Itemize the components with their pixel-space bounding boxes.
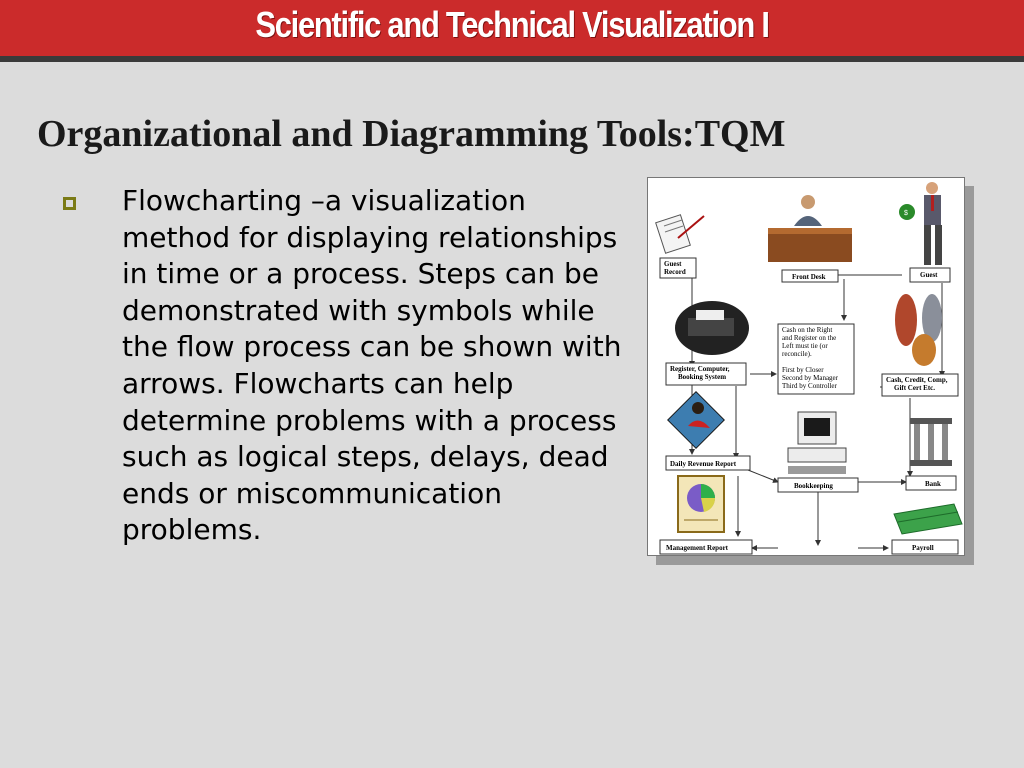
- flowchart-diagram: [648, 178, 966, 557]
- node-register: [666, 363, 746, 385]
- coin-stacks-icon: [895, 294, 942, 366]
- header-banner: [0, 0, 1024, 56]
- banner-title: Scientific and Technical Visualization I: [255, 4, 769, 45]
- node-register-label-1: Register, Computer,: [670, 365, 730, 373]
- node-note-line-8: Third by Controller: [782, 382, 837, 390]
- node-note-line-1: Cash on the Right: [782, 326, 833, 334]
- node-management-report-label: Management Report: [666, 544, 729, 552]
- paper-pen-icon: [656, 215, 704, 253]
- node-bookkeeping-label: Bookkeeping: [794, 482, 833, 490]
- node-bookkeeping: [778, 478, 858, 492]
- money-stack-icon: [894, 504, 962, 534]
- node-guest-record-label-2: Record: [664, 268, 686, 276]
- node-note-line-3: Left must tie (or: [782, 342, 828, 350]
- node-note-line-4: reconcile).: [782, 350, 812, 358]
- node-daily-revenue-label: Daily Revenue Report: [670, 460, 737, 468]
- node-note: [778, 324, 854, 394]
- report-chart-icon: [678, 476, 724, 532]
- node-register-label-2: Booking System: [678, 373, 727, 381]
- node-front-desk: [782, 270, 838, 282]
- node-payroll: [892, 540, 958, 554]
- node-cash-label-1: Cash, Credit, Comp,: [886, 376, 948, 384]
- node-daily-revenue: [666, 456, 750, 470]
- node-guest-label: Guest: [920, 271, 938, 279]
- cash-register-icon: [675, 301, 749, 355]
- node-bank-label: Bank: [925, 480, 941, 488]
- worker-at-desk-icon: [668, 392, 725, 449]
- node-cash-label-2: Gift Cert Etc.: [894, 384, 936, 392]
- header-divider: [0, 56, 1024, 62]
- node-note-line-7: Second by Manager: [782, 374, 838, 382]
- node-management-report: [660, 540, 752, 554]
- node-note-line-6: First by Closer: [782, 366, 824, 374]
- flowchart-figure: [647, 177, 965, 556]
- node-note-line-2: and Register on the: [782, 334, 837, 342]
- node-guest: [910, 268, 950, 282]
- node-bank: [906, 476, 956, 490]
- bank-column-icon: [910, 418, 952, 466]
- slide-title: Organizational and Diagramming Tools:TQM: [37, 113, 786, 155]
- node-cash: [882, 374, 958, 396]
- guest-with-money-icon: [899, 182, 942, 265]
- bullet-square-icon: [63, 197, 76, 210]
- node-guest-record: [660, 258, 696, 278]
- receptionist-desk-icon: [768, 195, 852, 262]
- computer-icon: [788, 412, 846, 474]
- node-guest-record-label-1: Guest: [664, 260, 682, 268]
- svg-text:$: $: [904, 210, 908, 217]
- node-payroll-label: Payroll: [912, 544, 934, 552]
- node-front-desk-label: Front Desk: [792, 273, 826, 281]
- bullet-text: Flowcharting –a visualization method for displaying relationships in time or a process. Steps can be demonstrated with symbols while the flow process can be shown with arrows. Flowcharts can help determine problems with a process such as logical steps, delays, dead ends or miscommunication problems.: [122, 184, 622, 547]
